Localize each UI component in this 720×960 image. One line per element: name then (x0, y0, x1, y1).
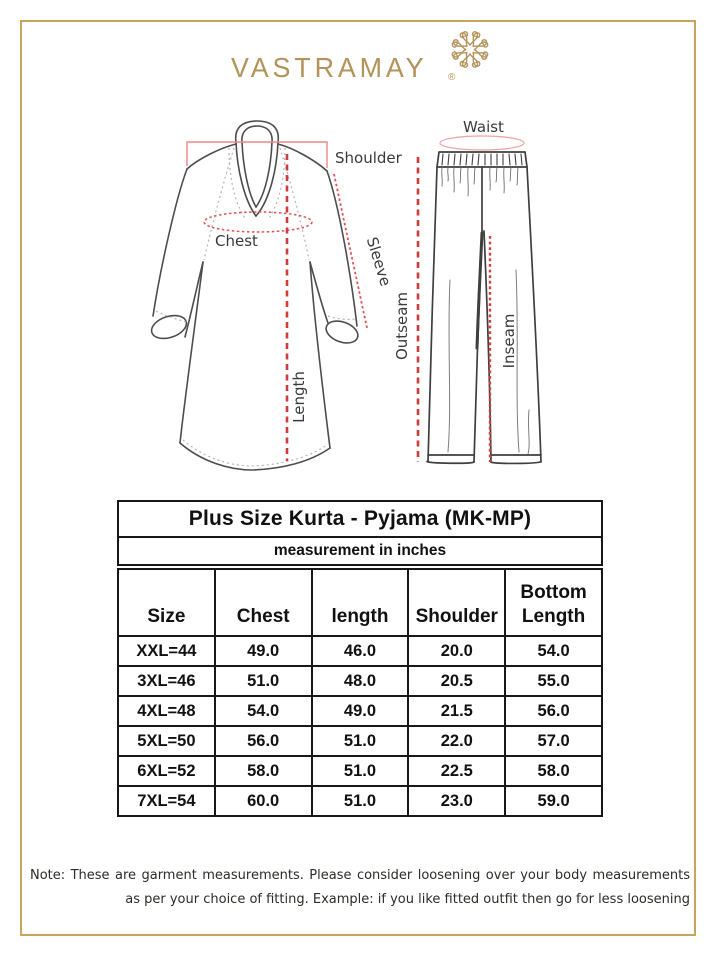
note-text (30, 864, 690, 912)
shoulder-label: Shoulder (335, 149, 402, 167)
table-row (118, 756, 602, 786)
length-label: Length (290, 371, 308, 423)
table-row (118, 666, 602, 696)
column-header-chest: Chest (215, 569, 312, 636)
inseam-label: Inseam (500, 313, 518, 369)
sleeve-label: Sleeve (362, 234, 395, 289)
cell-shoulder: 21.5 (408, 696, 505, 726)
note-line-1: Note: These are garment measurements. Please consider loosening over your body measurements (30, 868, 690, 883)
cell-chest: 51.0 (215, 666, 312, 696)
cell-shoulder: 22.5 (408, 756, 505, 786)
cell-bottom-length: 56.0 (505, 696, 602, 726)
size-chart-table (117, 500, 603, 817)
brand-ornament-icon (444, 26, 496, 73)
cell-bottom-length: 54.0 (505, 636, 602, 666)
cell-length: 51.0 (312, 726, 409, 756)
cell-bottom-length: 58.0 (505, 756, 602, 786)
cell-length: 51.0 (312, 786, 409, 816)
column-header-length: length (312, 569, 409, 636)
table-title: Plus Size Kurta - Pyjama (MK-MP) (118, 501, 602, 537)
cell-shoulder: 23.0 (408, 786, 505, 816)
measurement-marks (187, 136, 524, 462)
size-chart-grid (117, 568, 603, 817)
table-row (118, 786, 602, 816)
pyjama-wrinkle-lines (442, 168, 529, 454)
table-subtitle: measurement in inches (118, 537, 602, 565)
cell-bottom-length: 57.0 (505, 726, 602, 756)
cell-length: 46.0 (312, 636, 409, 666)
cell-chest: 56.0 (215, 726, 312, 756)
sleeve-measure-line (334, 174, 367, 328)
column-header-shoulder: Shoulder (408, 569, 505, 636)
column-header-row (118, 569, 602, 636)
cell-shoulder: 22.0 (408, 726, 505, 756)
brand-logo-text: VASTRAMAY (231, 52, 428, 83)
pyjama-illustration (427, 152, 541, 463)
cell-chest: 58.0 (215, 756, 312, 786)
cell-size: 6XL=52 (118, 756, 215, 786)
cell-size: 5XL=50 (118, 726, 215, 756)
cell-length: 49.0 (312, 696, 409, 726)
cell-shoulder: 20.5 (408, 666, 505, 696)
note-line-2: as per your choice of fitting. Example: if you like fitted outfit then go for less loosening (125, 892, 690, 907)
column-header-bottom-length: Bottom Length (505, 569, 602, 636)
kurta-stitch-lines (156, 148, 355, 466)
cell-bottom-length: 59.0 (505, 786, 602, 816)
garment-measurement-diagram (130, 110, 590, 500)
table-row (118, 726, 602, 756)
chest-label: Chest (215, 232, 258, 250)
cell-size: XXL=44 (118, 636, 215, 666)
cell-size: 7XL=54 (118, 786, 215, 816)
cell-length: 51.0 (312, 756, 409, 786)
cell-bottom-length: 55.0 (505, 666, 602, 696)
cell-shoulder: 20.0 (408, 636, 505, 666)
size-chart-table-header (117, 500, 603, 566)
waist-measure-ellipse (440, 136, 524, 150)
table-row (118, 636, 602, 666)
registered-trademark-mark: ® (448, 72, 456, 83)
cell-size: 4XL=48 (118, 696, 215, 726)
kurta-illustration (149, 121, 361, 470)
cell-chest: 49.0 (215, 636, 312, 666)
column-header-size: Size (118, 569, 215, 636)
cell-length: 48.0 (312, 666, 409, 696)
chest-measure-ellipse (204, 212, 312, 232)
table-row (118, 696, 602, 726)
waist-label: Waist (463, 118, 504, 136)
cell-chest: 54.0 (215, 696, 312, 726)
cell-chest: 60.0 (215, 786, 312, 816)
outseam-label: Outseam (393, 291, 411, 361)
cell-size: 3XL=46 (118, 666, 215, 696)
